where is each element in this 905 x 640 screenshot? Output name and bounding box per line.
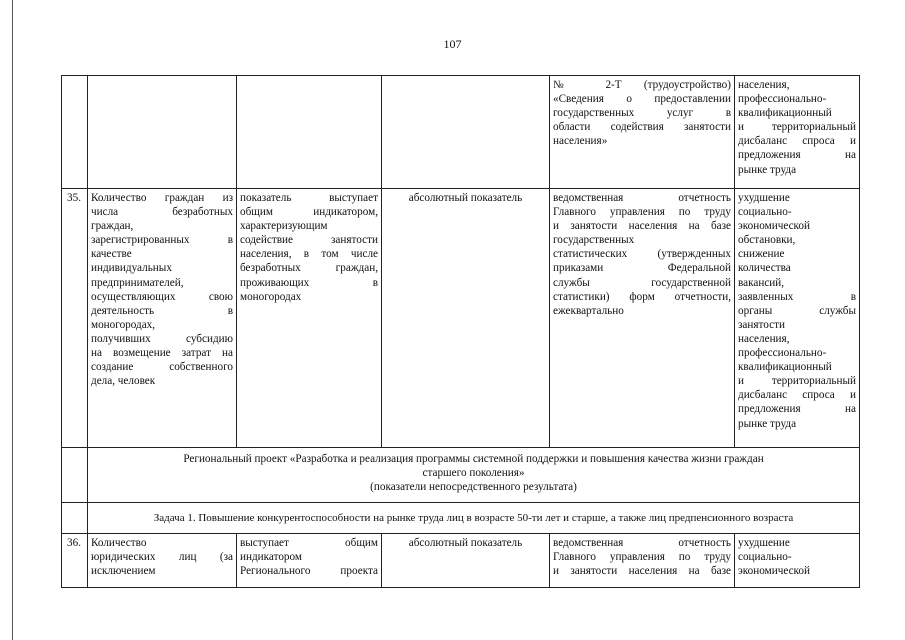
text-line: государственных услуг в xyxy=(553,107,731,120)
cell-indicator-name xyxy=(88,534,237,588)
text-line: зарегистрированных в xyxy=(91,234,233,247)
text-line: индивидуальных xyxy=(91,262,172,275)
table-row-35 xyxy=(62,189,860,448)
cell-outcome xyxy=(735,76,860,189)
text-line: проживающих в xyxy=(240,276,378,289)
text-line: показатель выступает xyxy=(240,192,378,204)
text-line: индикатором xyxy=(240,551,302,564)
cell-indicator-type xyxy=(382,76,550,189)
text-line: квалификационный xyxy=(738,361,832,374)
cell-indicator-type: абсолютный показатель xyxy=(382,534,550,588)
text-line: Регионального проекта xyxy=(240,565,378,578)
text-line: дела, человек xyxy=(91,375,156,388)
text-line: исключением xyxy=(91,565,156,578)
text-line: профессионально- xyxy=(738,93,827,106)
page-number: 107 xyxy=(443,37,462,51)
text-line: получивших субсидию xyxy=(91,332,233,345)
text-line: обстановки, xyxy=(738,234,796,247)
text-line: Региональный проект «Разработка и реализация программы системной поддержки и повышения качества жизни граждан xyxy=(183,453,764,465)
cell-indicator-name xyxy=(88,76,237,189)
text-line: вакансий, xyxy=(738,276,785,289)
cell-number xyxy=(62,76,88,189)
text-line: области содействия занятости xyxy=(553,121,731,134)
cell-number: 35. xyxy=(62,189,88,448)
cell-description xyxy=(237,189,382,448)
cell-source xyxy=(550,534,735,588)
text-line: выступает общим xyxy=(240,537,378,549)
text-line: деятельность в xyxy=(91,304,233,317)
text-line: приказами Федеральной xyxy=(553,262,731,275)
text-line: социально- xyxy=(738,551,792,564)
project-heading xyxy=(88,448,860,503)
text-line: ежеквартально xyxy=(553,304,624,317)
text-line: предпринимателей, xyxy=(91,276,184,289)
text-line: рынке труда xyxy=(738,163,797,176)
cell-number: 36. xyxy=(62,534,88,588)
text-line: количества xyxy=(738,262,791,275)
cell-number xyxy=(62,503,88,534)
table-row-continuation xyxy=(62,76,860,189)
text-line: качестве xyxy=(91,248,132,261)
text-line: службы государственной xyxy=(553,276,731,289)
text-line: (показатели непосредственного результата) xyxy=(370,481,577,494)
text-line: № 2-Т (трудоустройство) xyxy=(553,79,731,91)
text-line: населения, xyxy=(738,79,790,91)
text-line: предложения на xyxy=(738,149,856,162)
text-line: населения, в том числе xyxy=(240,248,378,261)
text-line: «Сведения о предоставлении xyxy=(553,93,731,106)
text-line: ведомственная отчетность xyxy=(553,537,731,549)
text-line: граждан, xyxy=(91,220,134,233)
text-line: осуществляющих свою xyxy=(91,290,233,303)
text-line: заявленных в xyxy=(738,290,856,303)
text-line: ухудшение xyxy=(738,192,790,204)
text-line: юридических лиц (за xyxy=(91,551,233,564)
table-row-project-heading xyxy=(62,448,860,503)
text-line: занятости xyxy=(738,318,785,331)
text-line: и занятости населения на базе xyxy=(553,220,731,233)
text-line: экономической xyxy=(738,565,810,578)
text-line: и занятости населения на базе xyxy=(553,565,731,578)
text-line: социально- xyxy=(738,206,792,219)
cell-outcome xyxy=(735,534,860,588)
task-heading: Задача 1. Повышение конкурентоспособности на рынке труда лиц в возрасте 50-ти лет и старше, а также лиц предпенсионного возраста xyxy=(88,503,860,534)
cell-description xyxy=(237,534,382,588)
table-row-task-heading xyxy=(62,503,860,534)
text-line: общим индикатором, xyxy=(240,206,378,219)
cell-indicator-type: абсолютный показатель xyxy=(382,189,550,448)
text-line: снижение xyxy=(738,248,785,261)
text-line: ухудшение xyxy=(738,537,790,549)
text-line: моногородах xyxy=(240,290,302,303)
text-line: характеризующим xyxy=(240,220,328,233)
cell-indicator-name xyxy=(88,189,237,448)
cell-outcome xyxy=(735,189,860,448)
text-line: экономической xyxy=(738,220,810,233)
text-line: квалификационный xyxy=(738,107,832,120)
text-line: населения, xyxy=(738,332,790,345)
text-line: и территориальный xyxy=(738,121,856,134)
text-line: ведомственная отчетность xyxy=(553,192,731,204)
text-line: дисбаланс спроса и xyxy=(738,389,856,402)
text-line: статистических (утвержденных xyxy=(553,248,731,261)
cell-description xyxy=(237,76,382,189)
text-line: содействие занятости xyxy=(240,234,378,247)
scan-edge-line xyxy=(12,0,13,640)
text-line: числа безработных xyxy=(91,206,233,219)
text-line: рынке труда xyxy=(738,417,797,430)
text-line: населения» xyxy=(553,135,608,148)
text-line: на возмещение затрат на xyxy=(91,347,233,360)
indicators-table xyxy=(61,75,860,588)
text-line: безработных граждан, xyxy=(240,262,378,275)
text-line: Количество xyxy=(91,537,147,549)
text-line: Главного управления по труду xyxy=(553,551,731,564)
cell-source xyxy=(550,189,735,448)
text-line: создание собственного xyxy=(91,361,233,374)
text-line: предложения на xyxy=(738,403,856,416)
text-line: и территориальный xyxy=(738,375,856,388)
text-line: профессионально- xyxy=(738,347,827,360)
text-line: старшего поколения» xyxy=(422,467,525,480)
table-row-36 xyxy=(62,534,860,588)
cell-source xyxy=(550,76,735,189)
text-line: дисбаланс спроса и xyxy=(738,135,856,148)
text-line: государственных xyxy=(553,234,635,247)
text-line: Главного управления по труду xyxy=(553,206,731,219)
text-line: Количество граждан из xyxy=(91,192,233,204)
cell-number xyxy=(62,448,88,503)
text-line: органы службы xyxy=(738,304,856,317)
text-line: моногородах, xyxy=(91,318,156,331)
text-line: статистики) форм отчетности, xyxy=(553,290,731,303)
